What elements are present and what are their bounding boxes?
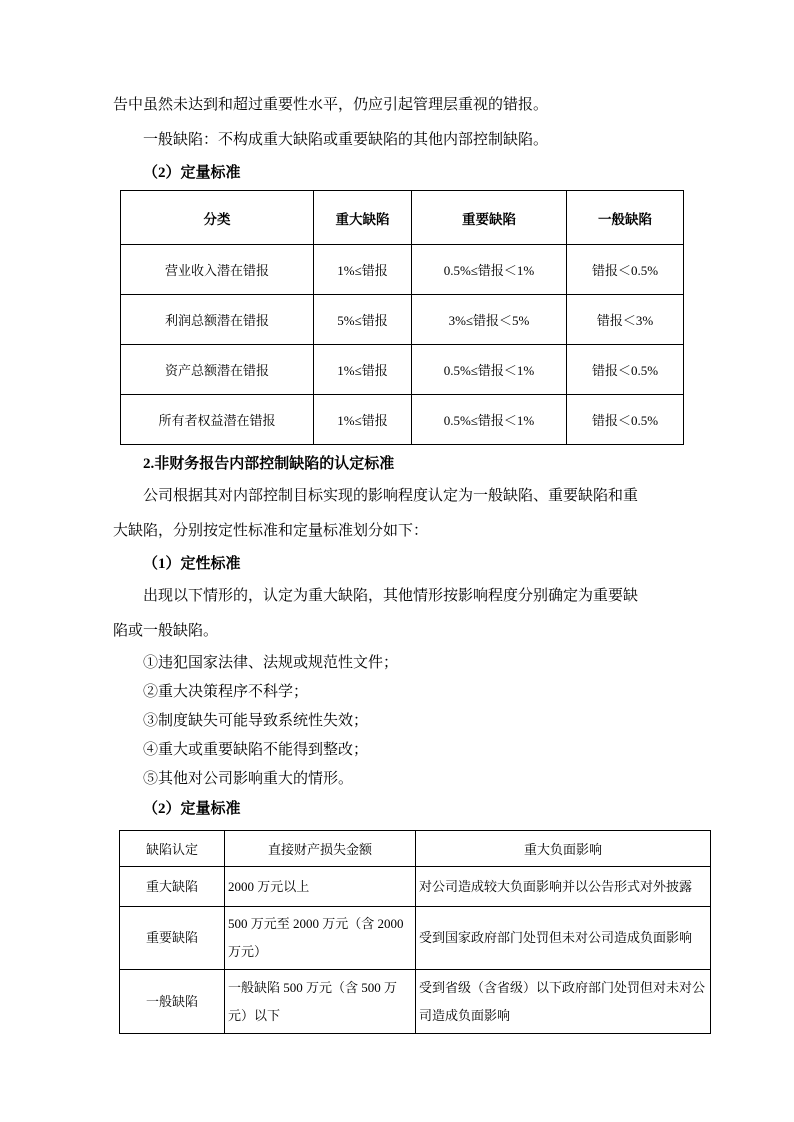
- table-cell: 重大缺陷: [120, 867, 225, 907]
- list-item: ②重大决策程序不科学；: [143, 684, 309, 700]
- heading-quantitative-nonfinancial: （2）定量标准: [143, 801, 241, 817]
- paragraph-line: 大缺陷，分别按定性标准和定量标准划分如下：: [113, 523, 429, 539]
- heading-quantitative-financial: （2）定量标准: [143, 165, 241, 181]
- table-header-cell: 分类: [121, 191, 314, 245]
- paragraph-line: 出现以下情形的，认定为重大缺陷，其他情形按影响程度分别确定为重要缺: [143, 588, 639, 604]
- table-cell: 重要缺陷: [120, 907, 225, 970]
- table-header-cell: 重大缺陷: [314, 191, 412, 245]
- heading-section2: 2.非财务报告内部控制缺陷的认定标准: [143, 456, 395, 472]
- table-cell: 资产总额潜在错报: [121, 345, 314, 395]
- table-cell: 对公司造成较大负面影响并以公告形式对外披露: [416, 867, 711, 907]
- table-cell: 5%≤错报: [314, 295, 412, 345]
- table-header-cell: 缺陷认定: [120, 831, 225, 867]
- table-cell: 一般缺陷 500 万元（含 500 万元）以下: [225, 970, 416, 1034]
- table-cell: 错报＜0.5%: [567, 395, 684, 445]
- table-cell: 0.5%≤错报＜1%: [412, 395, 567, 445]
- table-row: [120, 970, 711, 1034]
- heading-qualitative: （1）定性标准: [143, 556, 241, 572]
- paragraph-line: 公司根据其对内部控制目标实现的影响程度认定为一般缺陷、重要缺陷和重: [143, 488, 639, 504]
- table-cell: 1%≤错报: [314, 345, 412, 395]
- table-header-row: [120, 831, 711, 867]
- table-row: [121, 295, 684, 345]
- table-cell: 错报＜3%: [567, 295, 684, 345]
- table-cell: 2000 万元以上: [225, 867, 416, 907]
- table-row: [120, 907, 711, 970]
- table-cell: 1%≤错报: [314, 245, 412, 295]
- table-cell: 受到省级（含省级）以下政府部门处罚但对未对公司造成负面影响: [416, 970, 711, 1034]
- paragraph-line: 告中虽然未达到和超过重要性水平，仍应引起管理层重视的错报。: [113, 97, 549, 113]
- table-cell: 一般缺陷: [120, 970, 225, 1034]
- table-cell: 3%≤错报＜5%: [412, 295, 567, 345]
- table-cell: 受到国家政府部门处罚但未对公司造成负面影响: [416, 907, 711, 970]
- table-cell: 1%≤错报: [314, 395, 412, 445]
- nonfinancial-quantitative-table: [119, 830, 711, 1034]
- table-cell: 利润总额潜在错报: [121, 295, 314, 345]
- table-row: [121, 345, 684, 395]
- list-item: ⑤其他对公司影响重大的情形。: [143, 771, 354, 787]
- list-item: ③制度缺失可能导致系统性失效；: [143, 713, 369, 729]
- table-row: [121, 245, 684, 295]
- table-cell: 错报＜0.5%: [567, 345, 684, 395]
- table-cell: 错报＜0.5%: [567, 245, 684, 295]
- table-cell: 所有者权益潜在错报: [121, 395, 314, 445]
- table-row: [121, 395, 684, 445]
- table-header-cell: 直接财产损失金额: [225, 831, 416, 867]
- list-item: ①违犯国家法律、法规或规范性文件；: [143, 655, 399, 671]
- table-header-cell: 一般缺陷: [567, 191, 684, 245]
- financial-quantitative-table: [120, 190, 684, 445]
- table-cell: 0.5%≤错报＜1%: [412, 245, 567, 295]
- table-header-row: [121, 191, 684, 245]
- table-row: [120, 867, 711, 907]
- paragraph-line: 一般缺陷：不构成重大缺陷或重要缺陷的其他内部控制缺陷。: [143, 132, 549, 148]
- table-header-cell: 重大负面影响: [416, 831, 711, 867]
- table-cell: 500 万元至 2000 万元（含 2000 万元）: [225, 907, 416, 970]
- table-cell: 营业收入潜在错报: [121, 245, 314, 295]
- paragraph-line: 陷或一般缺陷。: [113, 623, 219, 639]
- table-header-cell: 重要缺陷: [412, 191, 567, 245]
- table-cell: 0.5%≤错报＜1%: [412, 345, 567, 395]
- list-item: ④重大或重要缺陷不能得到整改；: [143, 742, 369, 758]
